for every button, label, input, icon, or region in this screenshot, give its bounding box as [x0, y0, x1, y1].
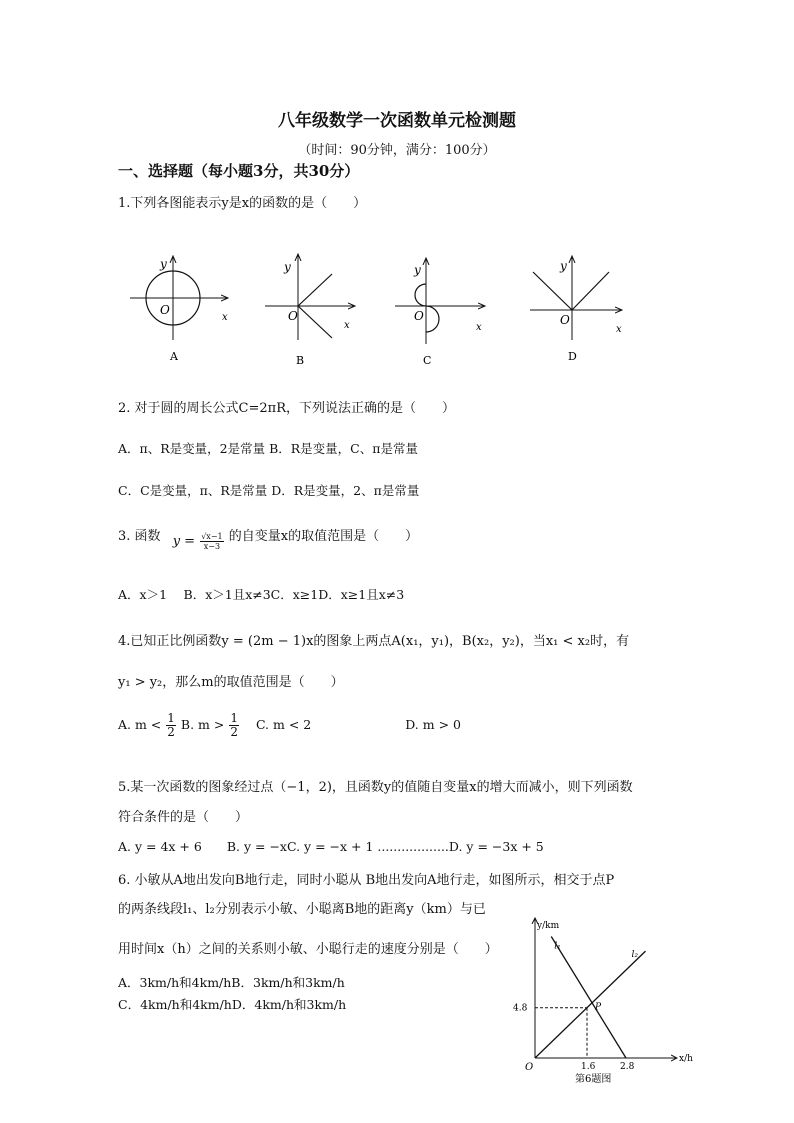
question-3 [118, 522, 418, 551]
question-3-prefix: 3. 函数 [118, 529, 161, 544]
series-label-l1: l₁ [554, 941, 561, 952]
section-title: 一、选择题（每小题3分，共30分） [118, 162, 360, 180]
graph-a [130, 256, 228, 363]
graph-c-y-label: y [414, 263, 421, 277]
question-2: 2. 对于圆的周长公式C=2πR，下列说法正确的是（ ） [118, 401, 455, 416]
graph-a-x-label: x [222, 312, 228, 323]
question-4-option-b: B. m > [180, 717, 225, 732]
question-4-option-c: C. m < 2 [255, 717, 312, 732]
question-4-option-a-denominator: 2 [167, 725, 175, 739]
graph-d-origin: O [560, 313, 570, 327]
graph-a-label: A [170, 350, 178, 363]
x-tick-1-6: 1.6 [581, 1062, 596, 1072]
x-axis-label: x/h [679, 1054, 693, 1064]
question-5-line-1: 5.某一次函数的图象经过点（−1，2)，且函数y的值随自变量x的增大而减小，则下列函数 [118, 780, 633, 795]
graph-c [395, 258, 485, 367]
y-tick-4-8: 4.8 [513, 1003, 528, 1014]
question-3-suffix: 的自变量x的取值范围是（ ） [228, 529, 419, 544]
graph-b-x-label: x [344, 320, 350, 331]
question-6-line-1: 6. 小敏从A地出发向B地行走，同时小聪从 B地出发向A地行走，如图所示，相交于点P [118, 873, 615, 888]
question-4-option-a: A. m < [118, 717, 162, 732]
figure-caption: 第6题图 [575, 1074, 612, 1085]
question-6-options-ab: A．3km/h和4km/hB．3km/h和3km/h [118, 975, 345, 990]
question-4-option-a-numerator: 1 [167, 711, 175, 725]
question-5-line-2: 符合条件的是（ ） [118, 810, 249, 825]
graph-b-label: B [296, 354, 305, 367]
question-4-option-d: D. m > 0 [405, 717, 461, 732]
question-2-options-ab: A．π、R是变量，2是常量 B．R是变量，C、π是常量 [118, 441, 418, 456]
graph-b-y-label: y [284, 260, 291, 274]
exam-info: （时间：90分钟，满分：100分） [298, 143, 496, 158]
question-1: 1.下列各图能表示y是x的函数的是（ ） [118, 196, 367, 211]
origin-label: O [525, 1062, 534, 1073]
question-4-options [118, 712, 461, 739]
graph-d [530, 256, 622, 363]
question-4-line-1: 4.已知正比例函数y = (2m − 1)x的图象上两点A(x₁，y₁)，B(x₂，y₂)，当x₁ < x₂时，有 [118, 634, 630, 649]
graph-d-label: D [568, 350, 577, 363]
question-4-line-2: y₁ > y₂，那么m的取值范围是（ ） [118, 675, 344, 690]
graph-b [265, 254, 355, 367]
question-4-option-b-numerator: 1 [230, 711, 238, 725]
graph-a-origin: O [160, 303, 170, 317]
question-6-options-cd: C．4km/h和4km/hD．4km/h和3km/h [118, 997, 347, 1012]
graph-d-y-label: y [560, 259, 567, 273]
series-line-1 [551, 936, 626, 1058]
question-6-line-2: 的两条线段l₁、l₂分别表示小敏、小聪离B地的距离y（km）与已 [118, 902, 486, 917]
y-axis-label: y/km [537, 921, 560, 931]
graph-c-origin: O [414, 309, 424, 323]
series-label-l2: l₂ [631, 950, 638, 961]
question-3-options: A．x＞1 B．x＞1且x≠3C．x≥1D．x≥1且x≠3 [118, 587, 405, 602]
page-title: 八年级数学一次函数单元检测题 [278, 111, 516, 131]
graph-d-x-label: x [616, 324, 622, 335]
question-3-formula-y: y = [172, 534, 196, 549]
point-p-label: P [595, 1002, 602, 1013]
question-3-formula-denominator: x−3 [203, 542, 221, 551]
q1-graphs [110, 240, 650, 370]
question-4-option-b-denominator: 2 [230, 725, 238, 739]
series-line-2 [535, 951, 646, 1058]
question-5-options: A. y = 4x + 6 B. y = −xC. y = −x + 1 ..................D. y = −3x + 5 [118, 839, 544, 854]
x-tick-2-8: 2.8 [620, 1062, 635, 1072]
graph-a-y-label: y [160, 257, 167, 271]
graph-c-label: C [423, 354, 432, 367]
graph-c-x-label: x [476, 322, 482, 333]
question-6-figure [505, 910, 693, 1090]
question-2-options-cd: C．C是变量，π、R是常量 D．R是变量，2、π是常量 [118, 483, 420, 498]
question-3-formula-numerator: √x−1 [201, 532, 223, 541]
question-6-line-3: 用时间x（h）之间的关系则小敏、小聪行走的速度分别是（ ） [118, 942, 498, 957]
graph-b-origin: O [288, 309, 298, 323]
